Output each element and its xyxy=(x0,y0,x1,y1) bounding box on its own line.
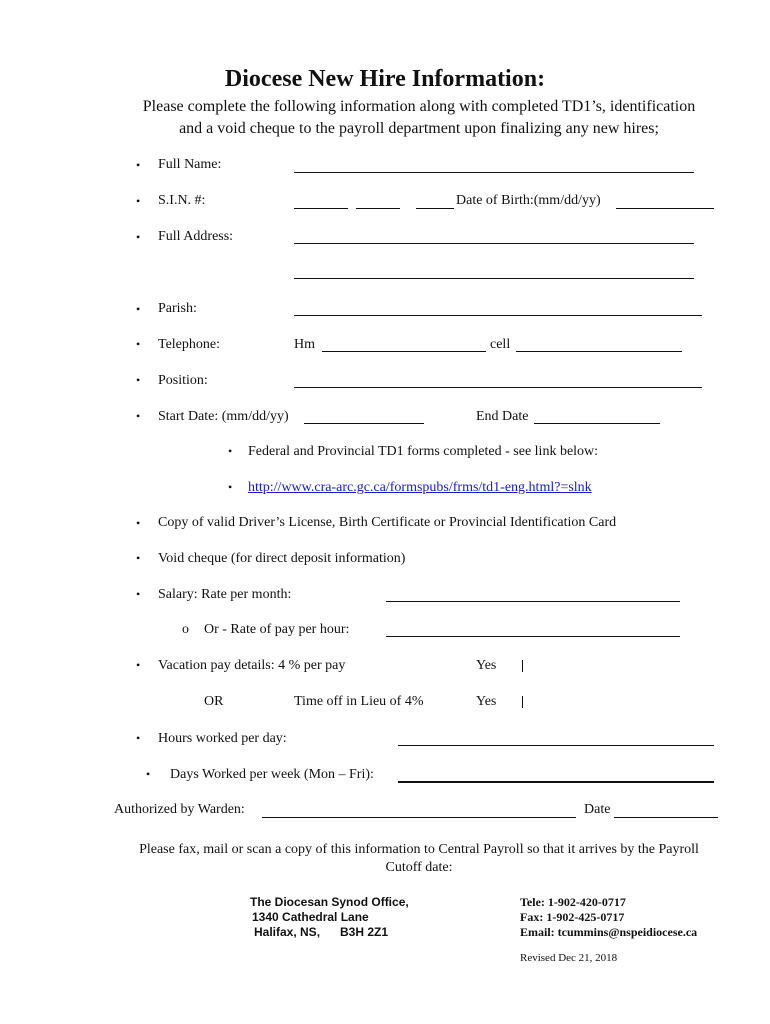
parish-line[interactable] xyxy=(294,315,702,316)
address-line-2[interactable] xyxy=(294,278,694,279)
salary-label: Salary: Rate per month: xyxy=(158,587,292,602)
id-copy-item: Copy of valid Driver’s License, Birth Certificate or Provincial Identification Card xyxy=(158,515,617,530)
vacation-yes-checkbox[interactable] xyxy=(522,660,523,672)
end-date-line[interactable] xyxy=(534,423,660,424)
bullet: • xyxy=(136,551,141,565)
days-label: Days Worked per week (Mon – Fri): xyxy=(170,767,374,782)
bullet: • xyxy=(136,731,141,745)
void-cheque-item: Void cheque (for direct deposit information) xyxy=(158,551,406,566)
cell-phone-label: cell xyxy=(490,337,511,352)
salary-line[interactable] xyxy=(386,601,680,602)
bullet: • xyxy=(136,194,141,208)
days-line[interactable] xyxy=(398,781,714,783)
telephone-label: Telephone: xyxy=(158,337,220,352)
sin-line-1[interactable] xyxy=(294,208,348,209)
full-name-label: Full Name: xyxy=(158,157,222,172)
vacation-yes-label: Yes xyxy=(476,658,497,673)
bullet: • xyxy=(136,516,141,530)
sin-line-2[interactable] xyxy=(356,208,400,209)
revised-date: Revised Dec 21, 2018 xyxy=(520,952,618,964)
position-line[interactable] xyxy=(294,387,702,388)
authorized-date-label: Date xyxy=(584,802,611,817)
bullet: • xyxy=(136,658,141,672)
office-city: Halifax, NS, xyxy=(254,925,321,939)
bullet: • xyxy=(136,409,141,423)
hours-line[interactable] xyxy=(398,745,714,746)
sin-line-3[interactable] xyxy=(416,208,454,209)
time-off-yes-checkbox[interactable] xyxy=(522,696,523,708)
bullet: • xyxy=(136,230,141,244)
sin-label: S.I.N. #: xyxy=(158,193,206,208)
time-off-yes-label: Yes xyxy=(476,694,497,709)
full-address-label: Full Address: xyxy=(158,229,234,244)
instructions-line-1: Please fax, mail or scan a copy of this information to Central Payroll so that it arrives by the Payroll xyxy=(139,842,699,857)
intro-line-2: and a void cheque to the payroll department upon finalizing any new hires; xyxy=(179,120,659,137)
end-date-label: End Date xyxy=(476,409,529,424)
contact-fax: Fax: 1-902-425-0717 xyxy=(520,910,625,924)
intro-line-1: Please complete the following information along with completed TD1’s, identification xyxy=(142,98,696,115)
start-date-line[interactable] xyxy=(304,423,424,424)
hours-label: Hours worked per day: xyxy=(158,731,287,746)
authorized-date-line[interactable] xyxy=(614,817,718,818)
bullet: • xyxy=(136,337,141,351)
start-date-label: Start Date: (mm/dd/yy) xyxy=(158,409,289,424)
hourly-label: Or - Rate of pay per hour: xyxy=(204,622,350,637)
office-postal: B3H 2Z1 xyxy=(340,925,389,939)
cell-phone-line[interactable] xyxy=(516,351,682,352)
bullet: • xyxy=(136,373,141,387)
authorized-label: Authorized by Warden: xyxy=(114,802,245,817)
bullet: • xyxy=(146,767,151,781)
office-name: The Diocesan Synod Office, xyxy=(250,895,409,909)
position-label: Position: xyxy=(158,373,208,388)
dob-line[interactable] xyxy=(616,208,714,209)
bullet: • xyxy=(136,587,141,601)
home-phone-line[interactable] xyxy=(322,351,486,352)
authorized-line[interactable] xyxy=(262,817,576,818)
or-label: OR xyxy=(204,694,224,709)
instructions-line-2: Cutoff date: xyxy=(385,860,453,875)
td1-text: Federal and Provincial TD1 forms completed - see link below: xyxy=(248,444,599,459)
address-line-1[interactable] xyxy=(294,243,694,244)
bullet: • xyxy=(136,158,141,172)
full-name-line[interactable] xyxy=(294,172,694,173)
td1-link[interactable]: http://www.cra-arc.gc.ca/formspubs/frms/td1-eng.html?=slnk xyxy=(248,480,592,495)
contact-tele: Tele: 1-902-420-0717 xyxy=(520,895,626,909)
parish-label: Parish: xyxy=(158,301,197,316)
hourly-line[interactable] xyxy=(386,636,680,637)
or-marker: o xyxy=(182,622,189,637)
bullet: • xyxy=(136,302,141,316)
dob-label: Date of Birth:(mm/dd/yy) xyxy=(456,193,601,208)
bullet: • xyxy=(228,480,233,494)
office-street: 1340 Cathedral Lane xyxy=(252,910,369,924)
bullet: • xyxy=(228,444,233,458)
home-phone-label: Hm xyxy=(294,337,315,352)
vacation-label: Vacation pay details: 4 % per pay xyxy=(158,658,346,673)
page-title: Diocese New Hire Information: xyxy=(224,66,546,92)
contact-email: Email: tcummins@nspeidiocese.ca xyxy=(520,925,698,939)
time-off-label: Time off in Lieu of 4% xyxy=(294,694,424,709)
